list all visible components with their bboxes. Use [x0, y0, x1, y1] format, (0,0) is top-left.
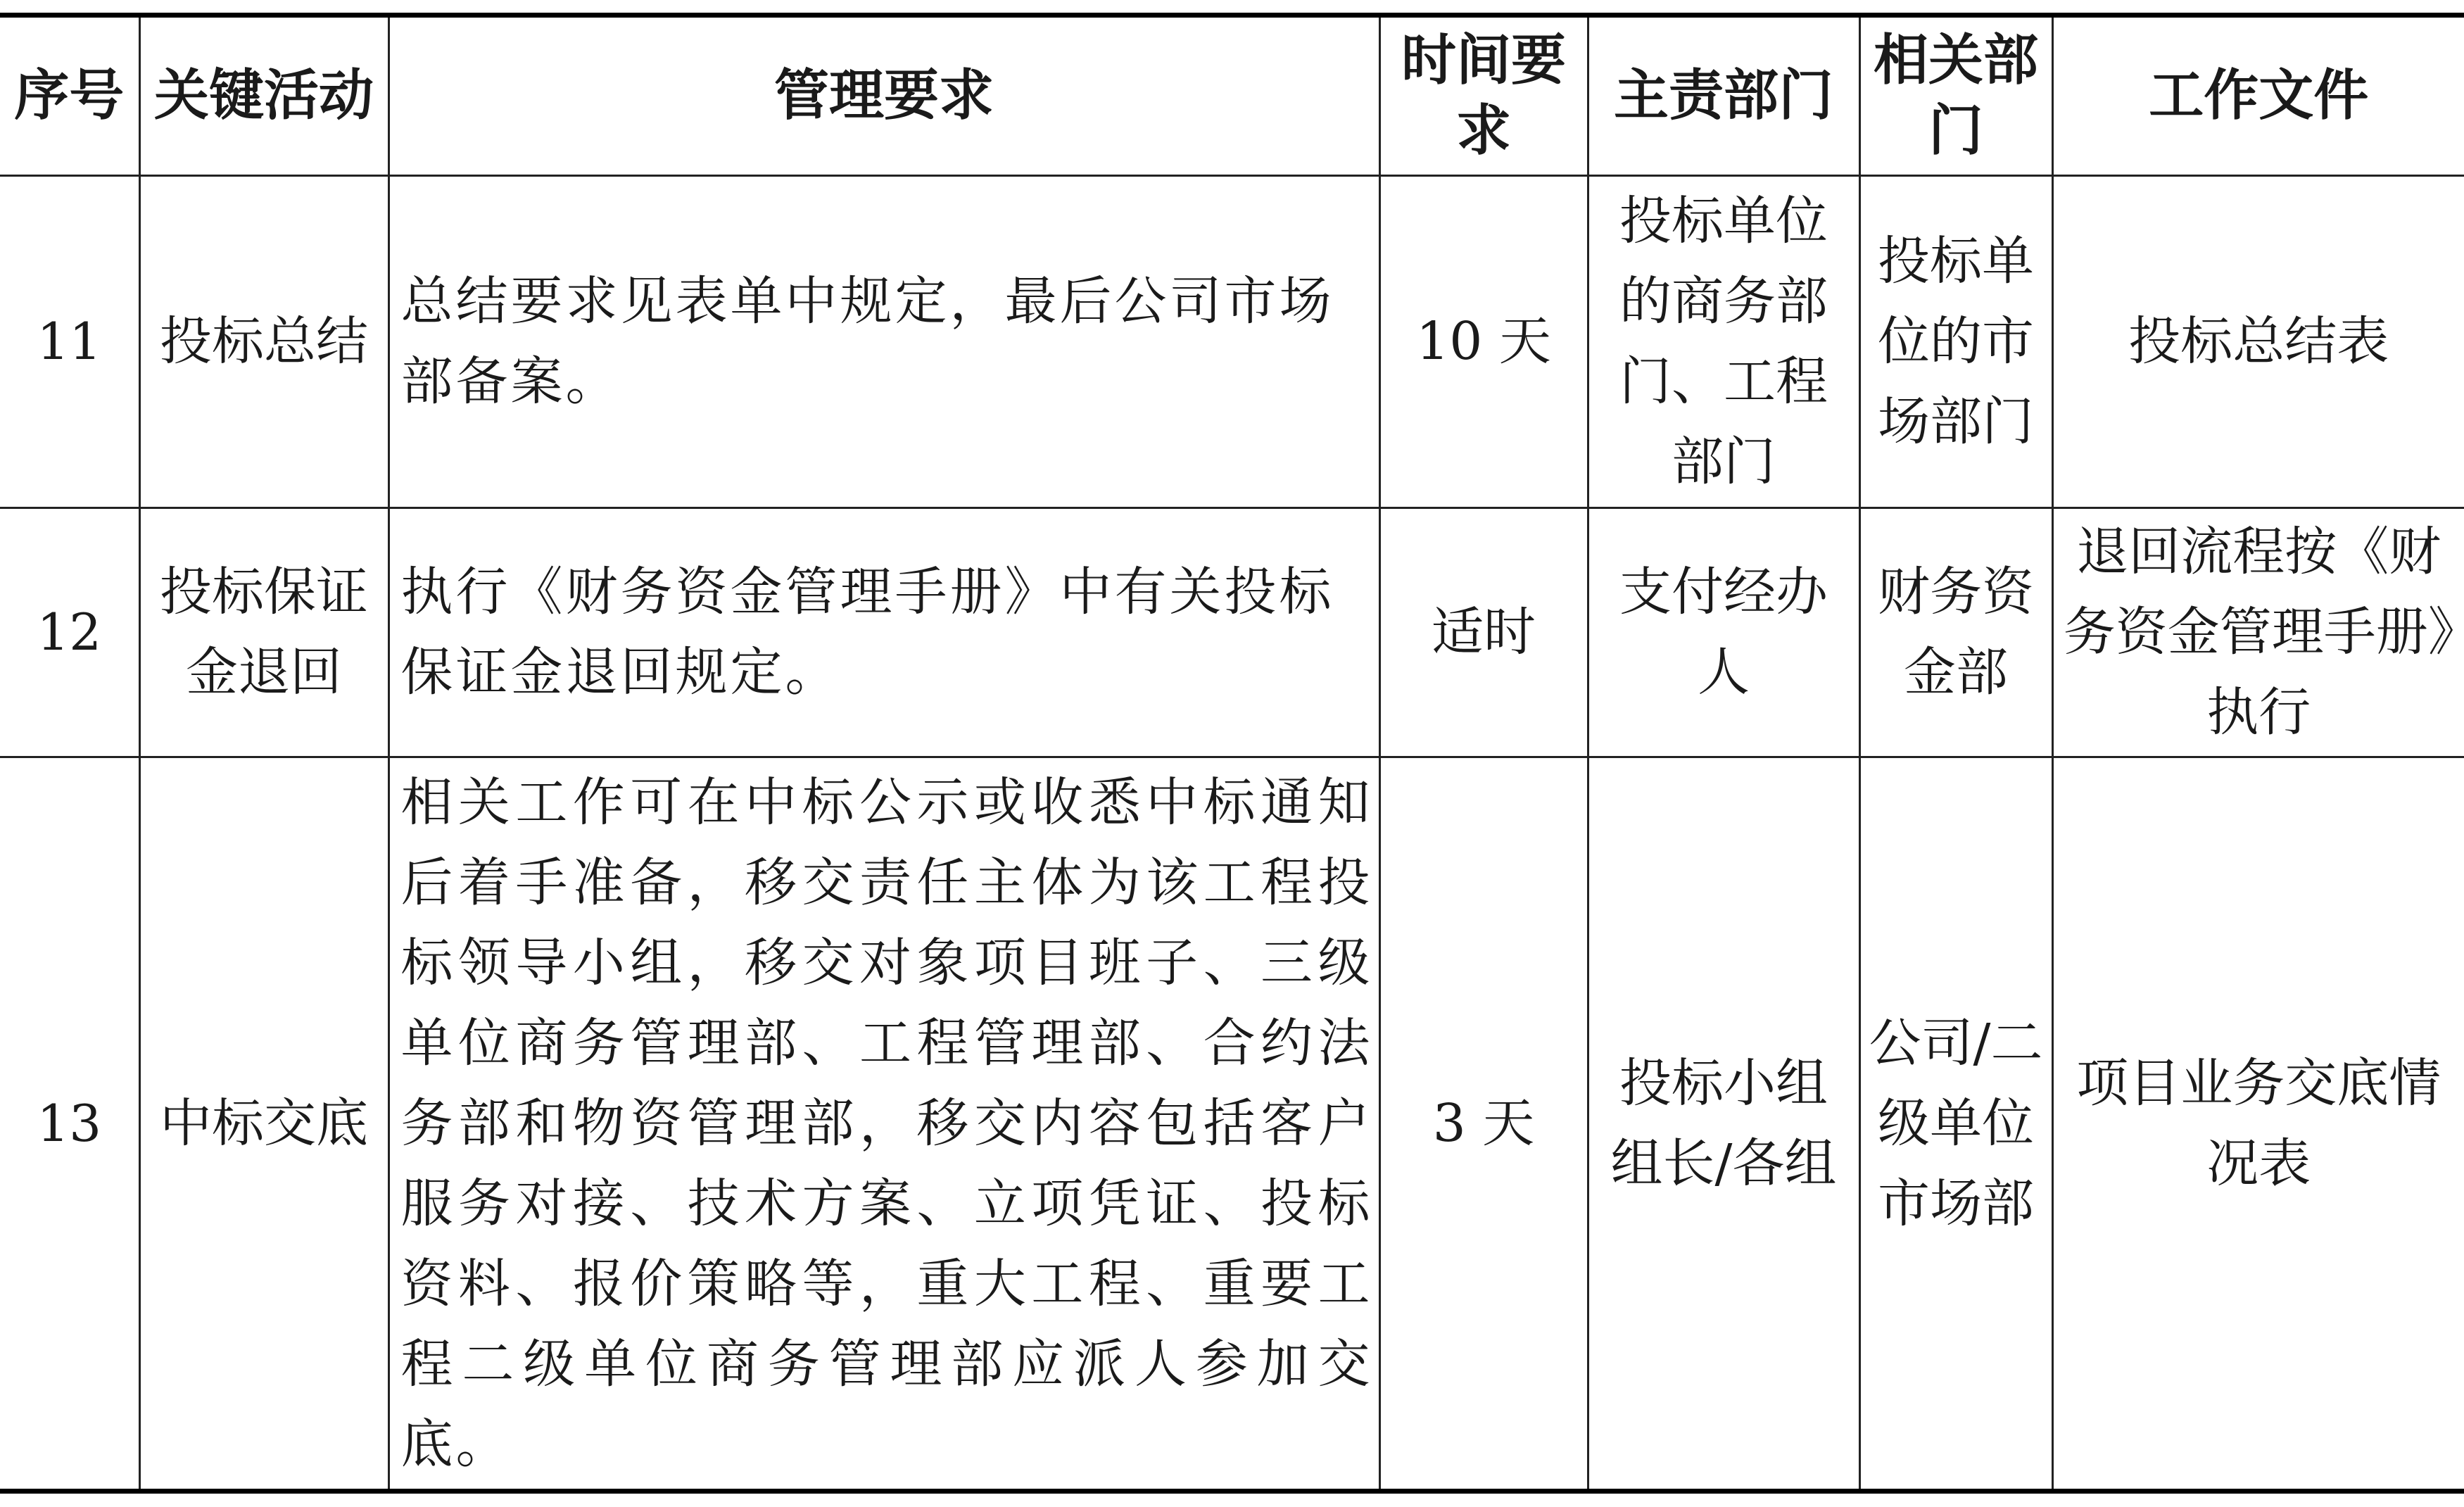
header-no: 序号 — [0, 18, 139, 175]
table-row — [0, 507, 2464, 757]
row-related: 投标单位的市场部门 — [1859, 175, 2052, 507]
header-time: 时间要求 — [1379, 18, 1588, 175]
row-related: 公司/二级单位市场部 — [1859, 757, 2052, 1489]
header-owner: 主责部门 — [1588, 18, 1859, 175]
process-table-frame — [0, 13, 2464, 1494]
row-owner: 投标单位的商务部门、工程部门 — [1588, 175, 1859, 507]
row-document: 投标总结表 — [2052, 175, 2464, 507]
process-table — [0, 18, 2464, 1489]
row-document: 项目业务交底情况表 — [2052, 757, 2464, 1489]
row-time: 适时 — [1379, 507, 1588, 757]
row-activity: 投标总结 — [139, 175, 388, 507]
header-activity: 关键活动 — [139, 18, 388, 175]
row-time: 10 天 — [1379, 175, 1588, 507]
row-related: 财务资金部 — [1859, 507, 2052, 757]
row-activity: 中标交底 — [139, 757, 388, 1489]
header-row — [0, 18, 2464, 175]
header-document: 工作文件 — [2052, 18, 2464, 175]
header-requirement: 管理要求 — [388, 18, 1379, 175]
row-owner: 支付经办人 — [1588, 507, 1859, 757]
row-no: 12 — [0, 507, 139, 757]
row-document: 退回流程按《财务资金管理手册》执行 — [2052, 507, 2464, 757]
row-time: 3 天 — [1379, 757, 1588, 1489]
row-no: 13 — [0, 757, 139, 1489]
row-no: 11 — [0, 175, 139, 507]
row-requirement: 执行《财务资金管理手册》中有关投标保证金退回规定。 — [388, 507, 1379, 757]
row-requirement: 总结要求见表单中规定，最后公司市场部备案。 — [388, 175, 1379, 507]
header-related: 相关部门 — [1859, 18, 2052, 175]
row-activity: 投标保证金退回 — [139, 507, 388, 757]
table-row — [0, 757, 2464, 1489]
row-requirement: 相关工作可在中标公示或收悉中标通知后着手准备，移交责任主体为该工程投标领导小组，移交对象项目班子、三级单位商务管理部、工程管理部、合约法务部和物资管理部，移交内容包括客户服务对接、技术方案、立项凭证、投标资料、报价策略等，重大工程、重要工程二级单位商务管理部应派人参加交底。 — [388, 757, 1379, 1489]
table-row — [0, 175, 2464, 507]
row-owner: 投标小组组长/各组 — [1588, 757, 1859, 1489]
